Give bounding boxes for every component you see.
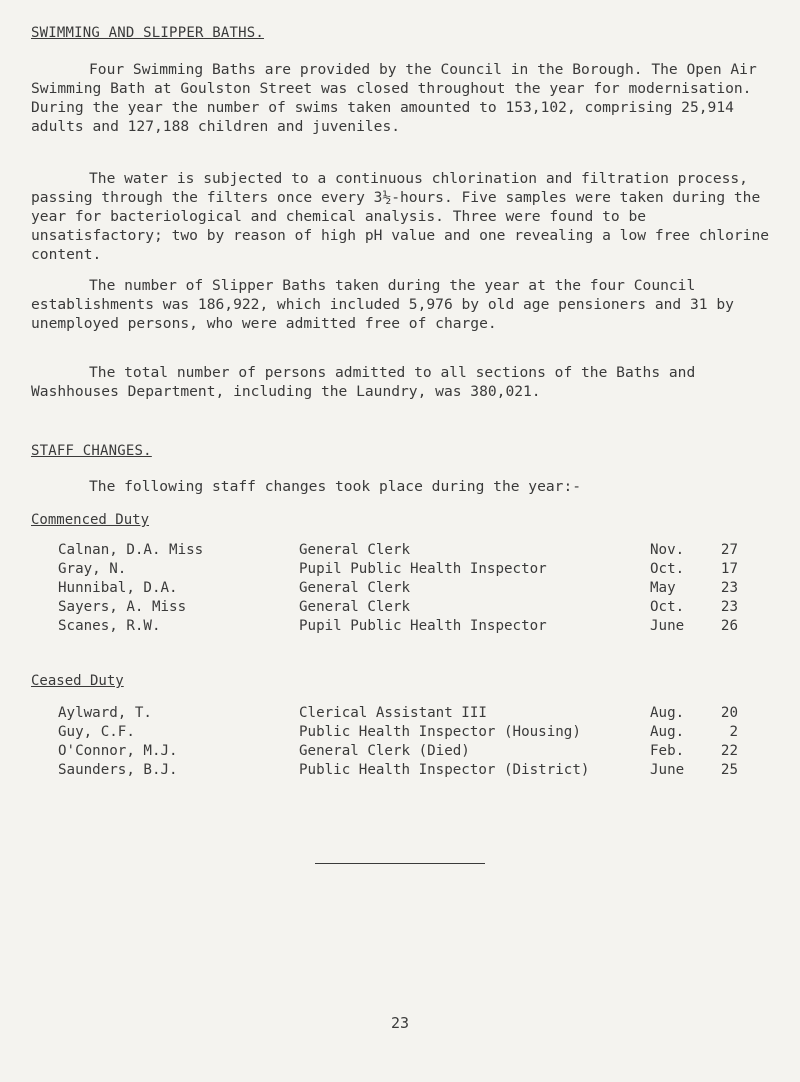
table-row xyxy=(0,542,800,561)
change-day: 23 xyxy=(720,580,738,596)
change-month: Nov. xyxy=(650,542,685,558)
change-month: June xyxy=(650,762,685,778)
staff-name: Sayers, A. Miss xyxy=(58,599,187,615)
section-divider xyxy=(315,863,485,864)
table-row xyxy=(0,705,800,724)
slipper-baths-paragraph: The number of Slipper Baths taken during the year at the four Council establishments was 186,922, which included 5,976 by old age pensioners and 31 by unemployed persons, who were admitted free of charge. xyxy=(31,277,734,332)
staff-name: Gray, N. xyxy=(58,561,127,577)
staff-name: Hunnibal, D.A. xyxy=(58,580,178,596)
staff-position: General Clerk xyxy=(299,599,411,615)
staff-name: Calnan, D.A. Miss xyxy=(58,542,204,558)
staff-position: Public Health Inspector (District) xyxy=(299,762,590,778)
change-day: 27 xyxy=(720,542,738,558)
staff-position: Pupil Public Health Inspector xyxy=(299,561,547,577)
change-month: May xyxy=(650,580,676,596)
table-row xyxy=(0,618,800,637)
staff-name: O'Connor, M.J. xyxy=(58,743,178,759)
total-admitted-paragraph: The total number of persons admitted to all sections of the Baths and Washhouses Department, including the Laundry, was 380,021. xyxy=(31,364,696,400)
table-row xyxy=(0,599,800,618)
change-day: 22 xyxy=(720,743,738,759)
change-month: Aug. xyxy=(650,724,685,740)
staff-position: Clerical Assistant III xyxy=(299,705,487,721)
change-month: Aug. xyxy=(650,705,685,721)
table-row xyxy=(0,743,800,762)
commenced-duty-list xyxy=(0,542,800,637)
change-month: June xyxy=(650,618,685,634)
swimming-paragraph-2: The water is subjected to a continuous chlorination and filtration process, passing through the filters once every 3½-hours. Five samples were taken during the year for bacteriological and chemical analysis. Three were found to be unsatisfactory; two by reason of high pH value and one revealing a low free chlorine content. xyxy=(31,170,770,263)
staff-changes-heading: STAFF CHANGES. xyxy=(31,443,152,459)
table-row xyxy=(0,762,800,781)
staff-name: Saunders, B.J. xyxy=(58,762,178,778)
staff-name: Scanes, R.W. xyxy=(58,618,161,634)
staff-position: General Clerk (Died) xyxy=(299,743,470,759)
change-day: 17 xyxy=(720,561,738,577)
table-row xyxy=(0,580,800,599)
staff-position: Public Health Inspector (Housing) xyxy=(299,724,581,740)
swimming-paragraph-1: Four Swimming Baths are provided by the Council in the Borough. The Open Air Swimming Bath at Goulston Street was closed throughout the year for modernisation. During the year the number of swims taken amounted to 153,102, comprising 25,914 adults and 127,188 children and juveniles. xyxy=(31,61,757,135)
change-month: Oct. xyxy=(650,561,685,577)
change-day: 25 xyxy=(720,762,738,778)
change-day: 23 xyxy=(720,599,738,615)
page-number: 23 xyxy=(390,1014,410,1032)
swimming-heading: SWIMMING AND SLIPPER BATHS. xyxy=(31,25,264,41)
change-month: Feb. xyxy=(650,743,685,759)
staff-name: Guy, C.F. xyxy=(58,724,135,740)
table-row xyxy=(0,561,800,580)
staff-changes-intro: The following staff changes took place during the year:- xyxy=(89,478,582,495)
staff-position: General Clerk xyxy=(299,580,411,596)
change-day: 20 xyxy=(720,705,738,721)
staff-position: Pupil Public Health Inspector xyxy=(299,618,547,634)
change-day: 2 xyxy=(729,724,738,740)
ceased-duty-heading: Ceased Duty xyxy=(31,673,124,689)
change-day: 26 xyxy=(720,618,738,634)
staff-name: Aylward, T. xyxy=(58,705,152,721)
table-row xyxy=(0,724,800,743)
change-month: Oct. xyxy=(650,599,685,615)
ceased-duty-list xyxy=(0,705,800,781)
commenced-duty-heading: Commenced Duty xyxy=(31,512,150,528)
staff-position: General Clerk xyxy=(299,542,411,558)
